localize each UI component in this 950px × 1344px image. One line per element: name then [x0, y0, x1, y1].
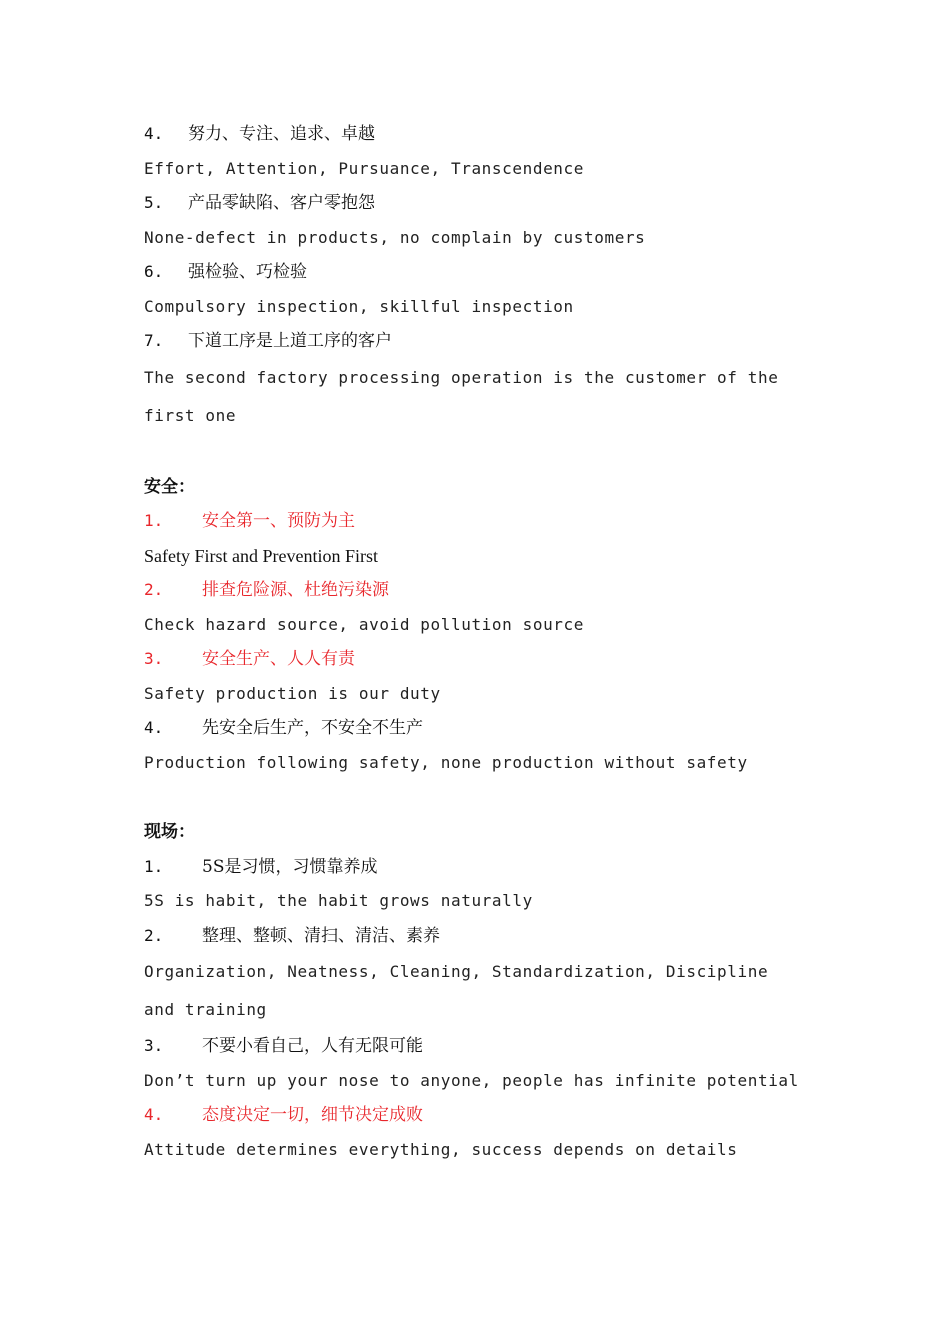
item-number: 1. — [144, 856, 164, 876]
section-gap — [144, 435, 824, 470]
item-english: Effort, Attention, Pursuance, Transcendence — [144, 158, 585, 178]
item-english: Check hazard source, avoid pollution source — [144, 614, 585, 634]
item-chinese: 排查危险源、杜绝污染源 — [202, 580, 389, 600]
item-number: 6. — [144, 262, 164, 281]
item-site-1 — [144, 850, 824, 885]
item-chinese: 先安全后生产，不安全不生产 — [202, 718, 423, 738]
item-site-4 — [144, 1098, 824, 1133]
item-chinese: 下道工序是上道工序的客户 — [188, 331, 392, 351]
item-number: 4. — [144, 124, 164, 143]
item-chinese: 强检验、巧检验 — [188, 262, 307, 282]
item-number: 1. — [144, 511, 164, 530]
item-english: Production following safety, none production without safety — [144, 752, 748, 772]
item-english: None-defect in products, no complain by customers — [144, 227, 646, 247]
item-chinese: 5S是习惯，习惯靠养成 — [202, 856, 378, 877]
item-number: 4. — [144, 1105, 164, 1124]
item-quality-5 — [144, 186, 824, 221]
section-gap — [144, 780, 824, 815]
item-site-2 — [144, 919, 824, 954]
item-chinese: 整理、整顿、清扫、清洁、素养 — [202, 925, 440, 946]
item-number: 3. — [144, 1036, 164, 1055]
item-chinese: 不要小看自己，人有无限可能 — [202, 1036, 423, 1056]
item-english: The second factory processing operation is the customer of the first one — [144, 367, 779, 425]
section-title-safety: 安全： — [144, 476, 195, 497]
item-english: Don’t turn up your nose to anyone, people has infinite potential — [144, 1070, 799, 1090]
item-chinese: 态度决定一切，细节决定成败 — [202, 1105, 423, 1125]
item-safety-2 — [144, 573, 824, 608]
item-safety-1 — [144, 504, 824, 539]
item-quality-7 — [144, 324, 824, 359]
item-number: 4. — [144, 718, 164, 737]
item-number: 5. — [144, 193, 164, 212]
item-english: Attitude determines everything, success depends on details — [144, 1139, 738, 1159]
document-page — [144, 117, 824, 1167]
item-english: Safety First and Prevention First — [144, 545, 378, 566]
item-quality-6 — [144, 255, 824, 290]
section-title-site: 现场： — [144, 822, 195, 842]
item-chinese: 安全第一、预防为主 — [202, 511, 355, 531]
item-chinese: 安全生产、人人有责 — [202, 649, 355, 669]
item-safety-3 — [144, 642, 824, 677]
item-chinese: 产品零缺陷、客户零抱怨 — [188, 193, 375, 213]
item-number: 7. — [144, 331, 164, 350]
item-english: Organization, Neatness, Cleaning, Standardization, Discipline and training — [144, 962, 769, 1019]
item-number: 2. — [144, 925, 164, 945]
item-number: 2. — [144, 580, 164, 599]
item-safety-4 — [144, 711, 824, 746]
item-chinese: 努力、专注、追求、卓越 — [188, 124, 375, 144]
item-english: Compulsory inspection, skillful inspection — [144, 296, 574, 316]
item-number: 3. — [144, 649, 164, 668]
item-quality-4 — [144, 117, 824, 152]
item-site-3 — [144, 1029, 824, 1064]
item-english: 5S is habit, the habit grows naturally — [144, 891, 533, 910]
item-english: Safety production is our duty — [144, 683, 441, 703]
